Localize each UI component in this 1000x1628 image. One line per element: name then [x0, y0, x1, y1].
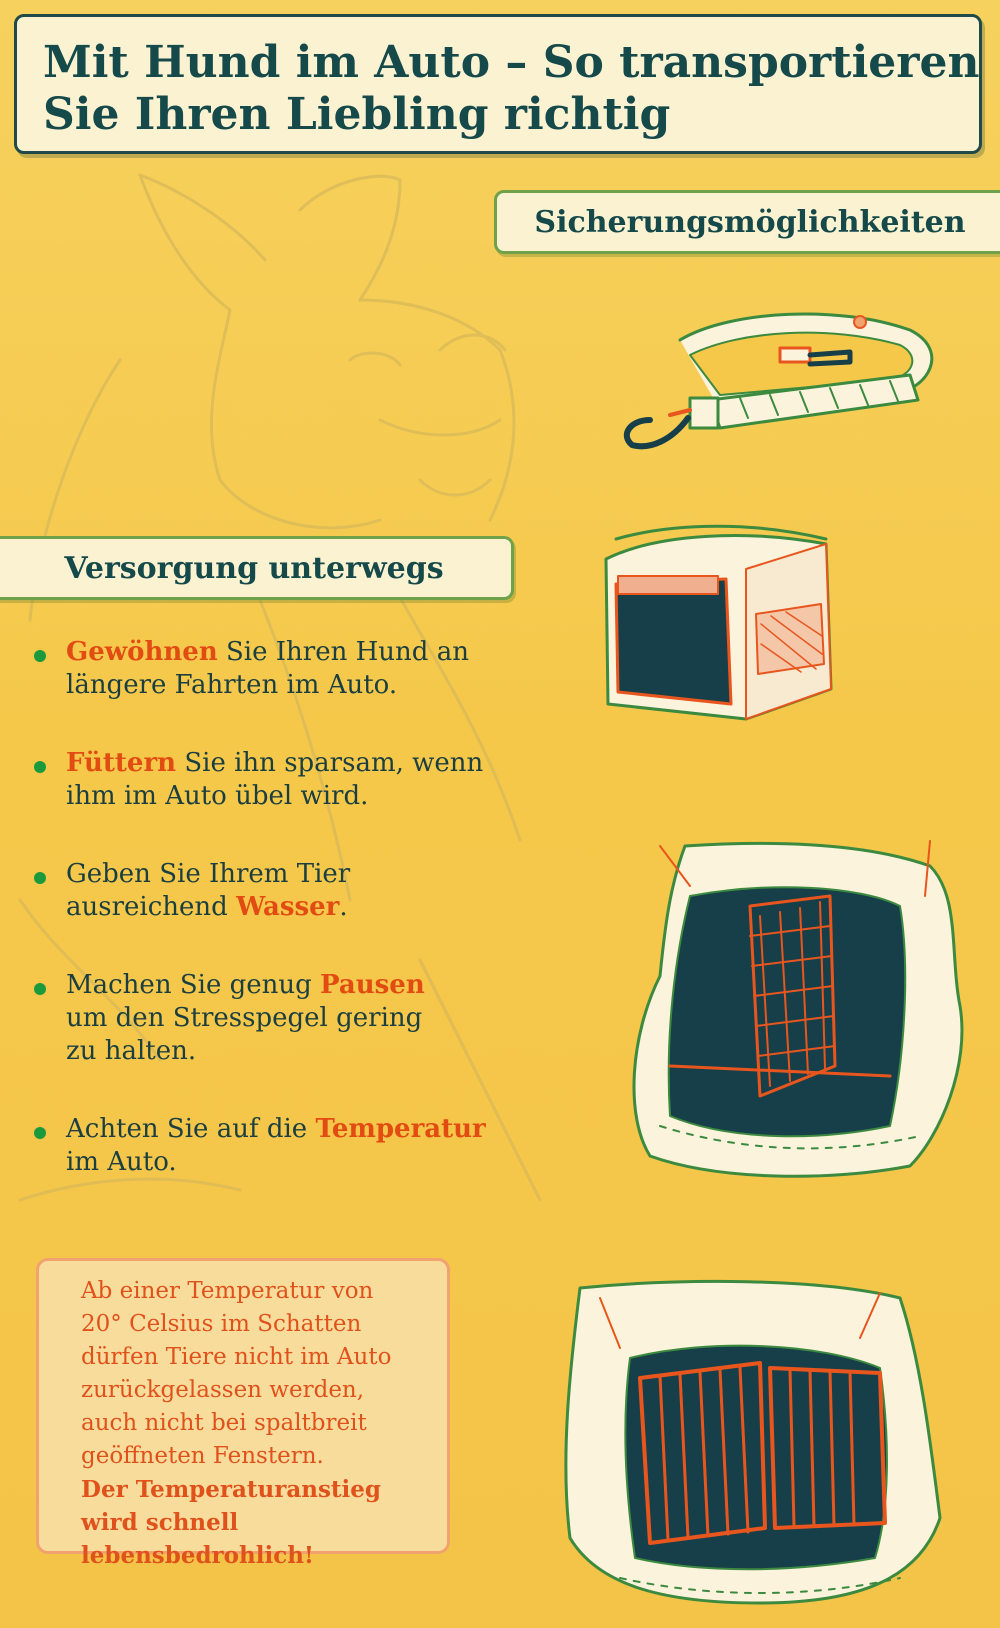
page-title-line-1: Mit Hund im Auto – So transportieren — [43, 37, 980, 88]
tip-text: Gewöhnen Sie Ihren Hund an längere Fahrten im Auto. — [66, 637, 469, 700]
title-banner — [14, 14, 982, 154]
tip-text: Machen Sie genug Pausen um den Stresspegel gering zu halten. — [66, 970, 425, 1066]
tip-text: Füttern Sie ihn sparsam, wenn ihm im Auto übel wird. — [66, 748, 484, 811]
bullet-icon — [34, 872, 46, 884]
warning-text: Ab einer Temperatur von 20° Celsius im Schatten dürfen Tiere nicht im Auto zurückgelassen werden, auch nicht bei spaltbreit geöffneten Fenstern. — [81, 1278, 392, 1469]
list-item — [34, 969, 514, 1068]
tip-text: Geben Sie Ihrem Tier ausreichend Wasser. — [66, 859, 351, 922]
section-label-care: Versorgung unterwegs — [0, 536, 514, 600]
bullet-icon — [34, 650, 46, 662]
list-item — [34, 747, 514, 813]
warning-bold-text: Der Temperaturanstieg wird schnell lebensbedrohlich! — [81, 1476, 381, 1569]
list-item — [34, 858, 514, 924]
bullet-icon — [34, 761, 46, 773]
bullet-icon — [34, 1127, 46, 1139]
tip-text: Achten Sie auf die Temperatur im Auto. — [66, 1114, 486, 1177]
bullet-icon — [34, 983, 46, 995]
temperature-warning — [36, 1258, 450, 1569]
trunk-dog-grille-icon — [630, 836, 984, 1190]
trunk-dog-crate-icon — [560, 1278, 950, 1608]
page-title-line-2: Sie Ihren Liebling richtig — [43, 89, 671, 140]
list-item — [34, 1113, 514, 1179]
dog-transport-box-icon — [596, 524, 846, 746]
dog-seatbelt-icon — [610, 300, 950, 460]
list-item — [34, 636, 514, 702]
section-label-securing: Sicherungsmöglichkeiten — [494, 190, 1000, 254]
